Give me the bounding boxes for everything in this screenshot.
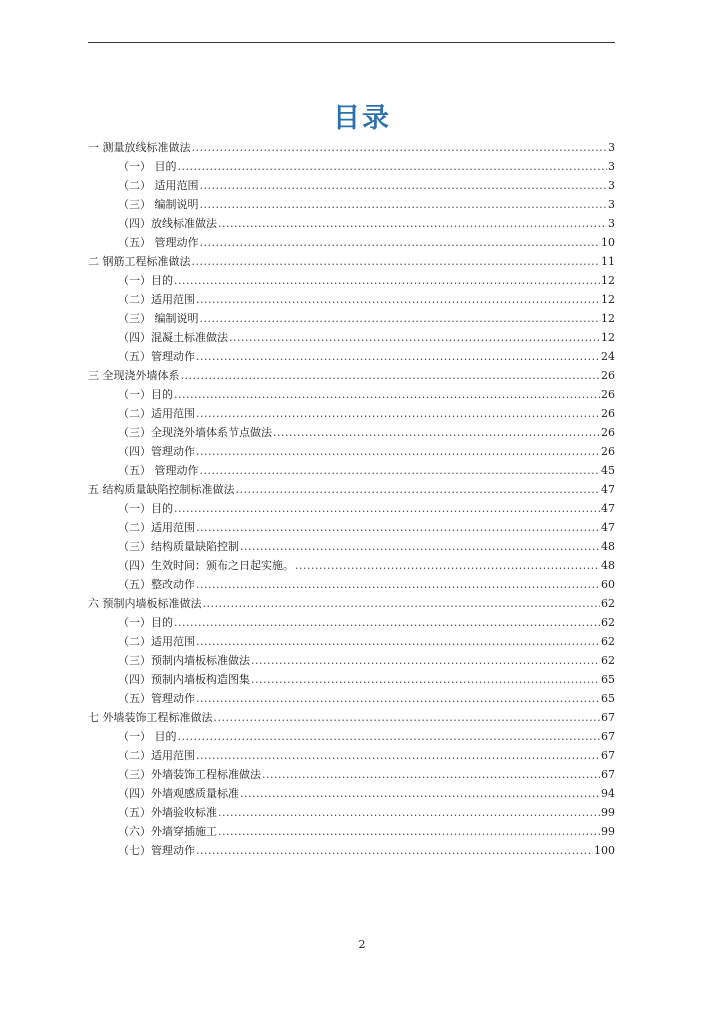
toc-dot-leader	[192, 138, 608, 157]
toc-section-entry[interactable]	[118, 537, 615, 556]
toc-dot-leader	[262, 765, 600, 784]
toc-entry-page-number: 3	[608, 160, 615, 173]
toc-dot-leader	[218, 803, 600, 822]
toc-entry-page-number: 45	[601, 464, 615, 477]
toc-dot-leader	[178, 727, 601, 746]
toc-entry-label: （三）全现浇外墙体系节点做法	[118, 426, 272, 439]
toc-entry-page-number: 3	[608, 217, 615, 230]
toc-entry-label: （五）外墙验收标准	[118, 806, 217, 819]
toc-entry-label: （一）目的	[118, 502, 173, 515]
toc-entry-label: （一）目的	[118, 616, 173, 629]
toc-section-entry[interactable]	[118, 765, 615, 784]
toc-entry-label: （四）预制内墙板构造图集	[118, 673, 250, 686]
header-rule	[88, 42, 615, 43]
toc-entry-page-number: 62	[601, 616, 615, 629]
toc-entry-page-number: 99	[601, 825, 615, 838]
toc-dot-leader	[196, 841, 593, 860]
toc-entry-label: （三）结构质量缺陷控制	[118, 540, 239, 553]
toc-entry-label: （三） 编制说明	[118, 198, 199, 211]
toc-entry-label: （三）预制内墙板标准做法	[118, 654, 250, 667]
toc-chapter-entry[interactable]	[88, 366, 615, 385]
toc-section-entry[interactable]	[118, 727, 615, 746]
toc-entry-page-number: 26	[601, 388, 615, 401]
toc-dot-leader	[174, 499, 600, 518]
toc-dot-leader	[251, 651, 600, 670]
toc-entry-page-number: 65	[601, 673, 615, 686]
toc-entry-page-number: 67	[601, 711, 615, 724]
toc-section-entry[interactable]	[118, 347, 615, 366]
toc-dot-leader	[196, 575, 600, 594]
toc-dot-leader	[174, 271, 600, 290]
toc-dot-leader	[174, 385, 600, 404]
table-of-contents	[0, 138, 724, 860]
toc-entry-page-number: 3	[608, 179, 615, 192]
toc-section-entry[interactable]	[118, 157, 615, 176]
toc-entry-label: 二 钢筋工程标准做法	[88, 255, 191, 268]
toc-entry-label: （二）适用范围	[118, 635, 195, 648]
toc-entry-label: 三 全现浇外墙体系	[88, 369, 180, 382]
toc-section-entry[interactable]	[118, 442, 615, 461]
toc-entry-page-number: 12	[601, 274, 615, 287]
toc-section-entry[interactable]	[118, 461, 615, 480]
toc-section-entry[interactable]	[118, 841, 615, 860]
toc-entry-page-number: 11	[601, 255, 615, 268]
toc-dot-leader	[192, 252, 601, 271]
toc-section-entry[interactable]	[118, 784, 615, 803]
page-number: 2	[358, 938, 366, 951]
toc-section-entry[interactable]	[118, 670, 615, 689]
toc-entry-label: 五 结构质量缺陷控制标准做法	[88, 483, 235, 496]
toc-entry-page-number: 12	[601, 331, 615, 344]
toc-entry-label: （五） 管理动作	[118, 236, 199, 249]
toc-section-entry[interactable]	[118, 404, 615, 423]
toc-dot-leader	[200, 176, 608, 195]
toc-entry-page-number: 62	[601, 635, 615, 648]
toc-chapter-entry[interactable]	[88, 138, 615, 157]
toc-entry-label: （二）适用范围	[118, 749, 195, 762]
toc-section-entry[interactable]	[118, 746, 615, 765]
toc-entry-page-number: 3	[608, 141, 615, 154]
toc-entry-page-number: 48	[601, 559, 615, 572]
toc-entry-label: 七 外墙装饰工程标准做法	[88, 711, 213, 724]
toc-dot-leader	[240, 784, 600, 803]
toc-section-entry[interactable]	[118, 309, 615, 328]
toc-entry-label: （二）适用范围	[118, 293, 195, 306]
toc-entry-page-number: 10	[601, 236, 615, 249]
toc-entry-label: （三）外墙装饰工程标准做法	[118, 768, 261, 781]
toc-dot-leader	[196, 347, 600, 366]
toc-entry-label: （二） 适用范围	[118, 179, 199, 192]
toc-entry-label: （四）混凝土标准做法	[118, 331, 228, 344]
toc-entry-label: （四）放线标准做法	[118, 217, 217, 230]
toc-entry-label: 一 测量放线标准做法	[88, 141, 191, 154]
toc-entry-label: （二）适用范围	[118, 521, 195, 534]
toc-entry-label: （四）管理动作	[118, 445, 195, 458]
toc-dot-leader	[273, 423, 600, 442]
toc-dot-leader	[200, 309, 601, 328]
toc-entry-page-number: 65	[601, 692, 615, 705]
toc-dot-leader	[240, 537, 600, 556]
toc-section-entry[interactable]	[118, 518, 615, 537]
toc-dot-leader	[203, 594, 601, 613]
toc-entry-page-number: 47	[601, 502, 615, 515]
toc-entry-label: （五）整改动作	[118, 578, 195, 591]
toc-dot-leader	[214, 708, 601, 727]
toc-section-entry[interactable]	[118, 575, 615, 594]
toc-dot-leader	[174, 613, 600, 632]
toc-section-entry[interactable]	[118, 651, 615, 670]
toc-dot-leader	[196, 442, 600, 461]
toc-entry-page-number: 26	[601, 407, 615, 420]
page-title: 目录	[333, 103, 391, 134]
toc-entry-page-number: 12	[601, 312, 615, 325]
toc-dot-leader	[196, 518, 600, 537]
toc-section-entry[interactable]	[118, 385, 615, 404]
toc-section-entry[interactable]	[118, 233, 615, 252]
toc-entry-page-number: 67	[601, 730, 615, 743]
toc-dot-leader	[200, 195, 608, 214]
toc-entry-page-number: 26	[601, 369, 615, 382]
toc-entry-page-number: 48	[601, 540, 615, 553]
toc-section-entry[interactable]	[118, 803, 615, 822]
toc-entry-page-number: 26	[601, 445, 615, 458]
toc-section-entry[interactable]	[118, 423, 615, 442]
toc-entry-page-number: 24	[601, 350, 615, 363]
toc-dot-leader	[218, 822, 600, 841]
toc-section-entry[interactable]	[118, 613, 615, 632]
toc-entry-page-number: 94	[601, 787, 615, 800]
toc-section-entry[interactable]	[118, 632, 615, 651]
toc-entry-label: （二）适用范围	[118, 407, 195, 420]
toc-entry-page-number: 12	[601, 293, 615, 306]
toc-entry-page-number: 67	[601, 768, 615, 781]
toc-section-entry[interactable]	[118, 195, 615, 214]
toc-chapter-entry[interactable]	[88, 480, 615, 499]
toc-chapter-entry[interactable]	[88, 708, 615, 727]
toc-section-entry[interactable]	[118, 499, 615, 518]
toc-section-entry[interactable]	[118, 556, 615, 575]
toc-entry-page-number: 99	[601, 806, 615, 819]
toc-entry-page-number: 62	[601, 597, 615, 610]
toc-dot-leader	[196, 689, 600, 708]
toc-section-entry[interactable]	[118, 271, 615, 290]
toc-entry-page-number: 26	[601, 426, 615, 439]
toc-dot-leader	[196, 746, 600, 765]
toc-dot-leader	[218, 214, 607, 233]
toc-dot-leader	[295, 556, 600, 575]
toc-dot-leader	[251, 670, 600, 689]
toc-entry-label: （一） 目的	[118, 730, 177, 743]
toc-section-entry[interactable]	[118, 176, 615, 195]
toc-entry-label: （三） 编制说明	[118, 312, 199, 325]
toc-section-entry[interactable]	[118, 290, 615, 309]
toc-entry-label: 六 预制内墙板标准做法	[88, 597, 202, 610]
toc-entry-label: （一）目的	[118, 388, 173, 401]
toc-entry-page-number: 62	[601, 654, 615, 667]
toc-entry-label: （七）管理动作	[118, 844, 195, 857]
toc-section-entry[interactable]	[118, 689, 615, 708]
toc-dot-leader	[236, 480, 601, 499]
toc-chapter-entry[interactable]	[88, 252, 615, 271]
toc-dot-leader	[196, 404, 600, 423]
toc-dot-leader	[200, 233, 601, 252]
toc-dot-leader	[200, 461, 601, 480]
toc-entry-page-number: 3	[608, 198, 615, 211]
toc-entry-label: （四）外墙观感质量标准	[118, 787, 239, 800]
toc-entry-page-number: 47	[601, 521, 615, 534]
toc-section-entry[interactable]	[118, 214, 615, 233]
toc-dot-leader	[178, 157, 608, 176]
toc-entry-label: （五）管理动作	[118, 692, 195, 705]
toc-dot-leader	[181, 366, 601, 385]
toc-entry-page-number: 67	[601, 749, 615, 762]
toc-entry-page-number: 100	[594, 844, 615, 857]
toc-dot-leader	[196, 290, 600, 309]
toc-entry-label: （六）外墙穿插施工	[118, 825, 217, 838]
toc-entry-page-number: 47	[601, 483, 615, 496]
toc-dot-leader	[229, 328, 600, 347]
toc-dot-leader	[196, 632, 600, 651]
toc-entry-label: （五）管理动作	[118, 350, 195, 363]
toc-entry-label: （五） 管理动作	[118, 464, 199, 477]
toc-section-entry[interactable]	[118, 822, 615, 841]
toc-section-entry[interactable]	[118, 328, 615, 347]
toc-chapter-entry[interactable]	[88, 594, 615, 613]
toc-entry-label: （一）目的	[118, 274, 173, 287]
toc-entry-label: （四）生效时间：颁布之日起实施。	[118, 559, 294, 572]
toc-entry-page-number: 60	[601, 578, 615, 591]
toc-entry-label: （一） 目的	[118, 160, 177, 173]
